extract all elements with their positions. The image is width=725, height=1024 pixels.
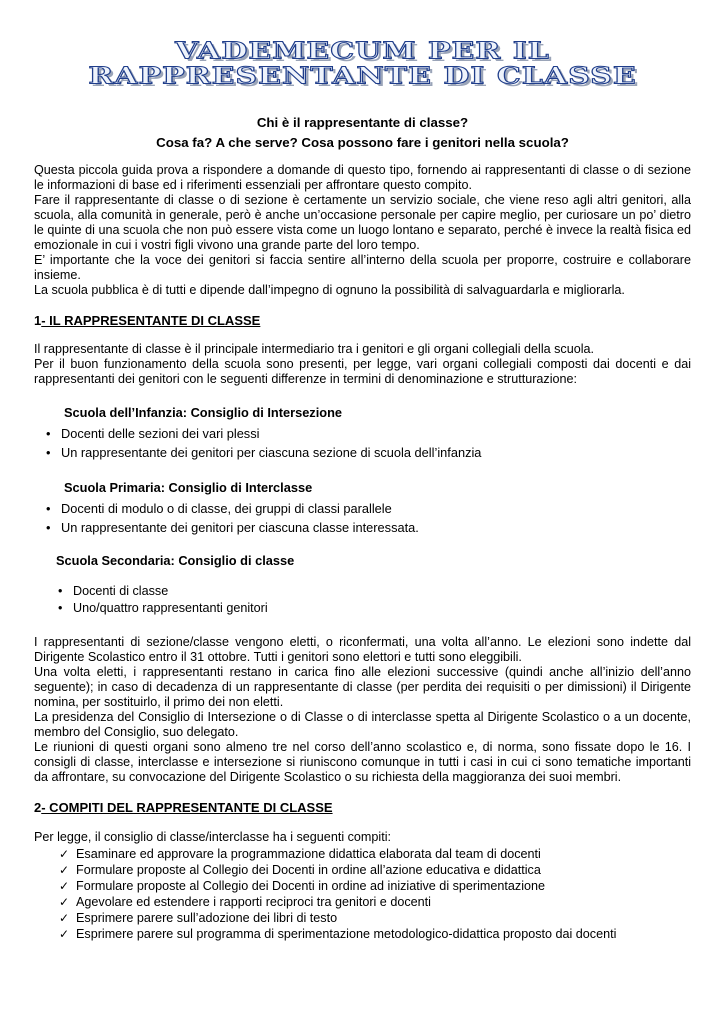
section-1-heading <box>34 312 691 329</box>
elections-paragraph: I rappresentanti di sezione/classe vengono eletti, o riconfermati, una volta all’anno. Le elezioni sono indette dal Dirigente Scolastico entro il 31 ottobre. Tutti i genitori sono elettori e tutti sono eleggibili. <box>34 635 691 664</box>
elections-paragraph: Una volta eletti, i rappresentanti restano in carica fino alle elezioni successive (quindi anche all’inizio dell’anno seguente); in caso di decadenza di un rappresentante di classe (per perdita dei requisiti o per dimissioni) il Dirigente nomina, per sostituirlo, il primo dei non eletti. <box>34 665 691 709</box>
school-primaria-heading: Scuola Primaria: Consiglio di Interclasse <box>64 480 313 495</box>
list-item: • Docenti di classe <box>58 583 691 600</box>
school-secondaria-heading: Scuola Secondaria: Consiglio di classe <box>56 553 295 568</box>
subtitle-question-1: Chi è il rappresentante di classe? <box>256 115 469 130</box>
list-item: • Docenti di modulo o di classe, dei gruppi di classi parallele <box>46 499 691 518</box>
school-secondaria-list <box>58 583 691 617</box>
list-item: • Un rappresentante dei genitori per ciascuna sezione di scuola dell’infanzia <box>46 443 691 462</box>
subtitle-question-2: Cosa fa? A che serve? Cosa possono fare i genitori nella scuola? <box>156 135 569 150</box>
section-1-paragraph: Il rappresentante di classe è il principale intermediario tra i genitori e gli organi collegiali della scuola. <box>34 342 595 356</box>
duties-checklist <box>59 846 691 942</box>
section-1-paragraph: Per il buon funzionamento della scuola sono presenti, per legge, vari organi collegiali composti dai docenti e dai rappresentanti dei genitori con le seguenti differenze in termini di denominazione e strutturazione: <box>34 357 691 386</box>
school-infanzia-list <box>46 424 691 462</box>
banner-line-2: RAPPRESENTANTE DI CLASSE <box>88 62 637 90</box>
section-2-title: - COMPITI DEL RAPPRESENTANTE DI CLASSE <box>41 800 333 815</box>
list-item: • Un rappresentante dei genitori per ciascuna classe interessata. <box>46 518 691 537</box>
intro-paragraph: Fare il rappresentante di classe o di sezione è certamente un servizio sociale, che viene reso agli altri genitori, alla scuola, alla comunità in generale, però è anche un’occasione personale per capire meglio, per curiosare un po’ dietro le quinte di una scuola che non può essere vista come un luogo lontano e separato, perché è invece la realtà fisica ed emozionale in cui i vostri figli vivono una grande parte del loro tempo. <box>34 193 691 252</box>
section-2-number: 2 <box>34 800 42 815</box>
checklist-item: ✓ Formulare proposte al Collegio dei Docenti in ordine all’azione educativa e didattica <box>59 862 691 878</box>
checklist-item: ✓ Formulare proposte al Collegio dei Docenti in ordine ad iniziative di sperimentazione <box>59 878 691 894</box>
section-2-intro: Per legge, il consiglio di classe/interclasse ha i seguenti compiti: <box>34 830 392 844</box>
school-infanzia-heading: Scuola dell’Infanzia: Consiglio di Intersezione <box>64 405 343 420</box>
banner-line-1: VADEMECUM PER IL <box>175 37 550 65</box>
intro-paragraph: E’ importante che la voce dei genitori si faccia sentire all’interno della scuola per proporre, costruire e collaborare insieme. <box>34 253 691 282</box>
elections-paragraph: Le riunioni di questi organi sono almeno tre nel corso dell’anno scolastico e, di norma, sono fissate dopo le 16. I consigli di classe, interclasse e intersezione si riuniscono comunque in tutti i casi in cui ci sono tematiche importanti da affrontare, su convocazione del Dirigente Scolastico o su richiesta della maggioranza dei suoi membri. <box>34 740 691 784</box>
checklist-item: ✓ Agevolare ed estendere i rapporti reciproci tra genitori e docenti <box>59 894 691 910</box>
elections-paragraph: La presidenza del Consiglio di Intersezione o di Classe o di interclasse spetta al Dirigente Scolastico o a un docente, membro del Consiglio, suo delegato. <box>34 710 691 739</box>
section-1-number: 1 <box>34 313 42 328</box>
intro-paragraph: La scuola pubblica è di tutti e dipende dall’impegno di ognuno la possibilità di salvaguardarla e migliorarla. <box>34 283 625 297</box>
school-primaria-list <box>46 499 691 537</box>
intro-paragraph: Questa piccola guida prova a rispondere a domande di questo tipo, fornendo ai rappresentanti di classe o di sezione le informazioni di base ed i riferimenti essenziali per affrontare questo compito. <box>34 163 691 192</box>
list-item: • Docenti delle sezioni dei vari plessi <box>46 424 691 443</box>
list-item: • Uno/quattro rappresentanti genitori <box>58 600 691 617</box>
elections-text <box>34 635 691 785</box>
checklist-item: ✓ Esaminare ed approvare la programmazione didattica elaborata dal team di docenti <box>59 846 691 862</box>
intro-text <box>34 163 691 298</box>
document-banner <box>34 0 691 95</box>
checklist-item: ✓ Esprimere parere sul programma di sperimentazione metodologico-didattica proposto dai docenti <box>59 926 691 942</box>
section-2-heading <box>34 799 691 816</box>
section-1-title: - IL RAPPRESENTANTE DI CLASSE <box>41 313 261 328</box>
subtitle <box>34 113 691 153</box>
checklist-item: ✓ Esprimere parere sull’adozione dei libri di testo <box>59 910 691 926</box>
section-1-body <box>34 342 691 387</box>
